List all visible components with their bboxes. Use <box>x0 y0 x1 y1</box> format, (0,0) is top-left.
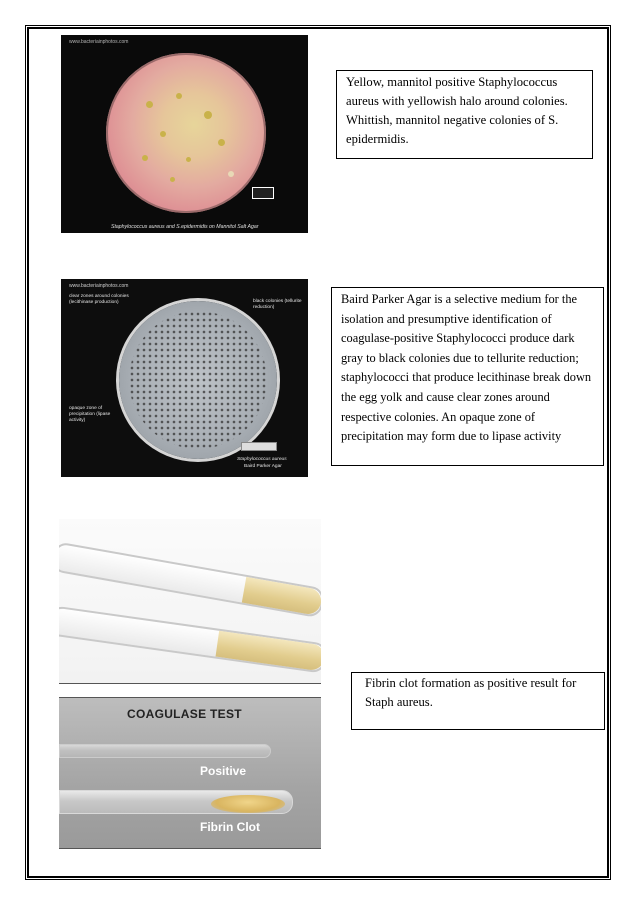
photo-caption-line1: Staphylococcus aureus <box>237 457 287 462</box>
baird-parker-description: Baird Parker Agar is a selective medium for the isolation and presumptive identification of coagulase-positive Staphylococci produce dark gray to black colonies due to tellurite reduction; staphylococci that produce lecithinase break down the egg yolk and cause clear zones around respective colonies. An opaque zone of precipitation may form due to lipase activity <box>341 292 592 444</box>
agar-plate <box>119 301 277 459</box>
mannitol-salt-agar-photo <box>61 35 308 233</box>
tube-upper <box>59 541 321 618</box>
label-fibrin-clot: Fibrin Clot <box>200 820 260 834</box>
fibrin-clot <box>211 795 285 813</box>
coagulase-title: COAGULASE TEST <box>127 707 242 721</box>
scale-bar <box>252 187 274 199</box>
watermark: www.bacteriainphotos.com <box>69 283 129 289</box>
mannitol-description: Yellow, mannitol positive Staphylococcus aureus with yellowish halo around colonies. Whittish, mannitol negative colonies of S. epidermidis. <box>346 75 568 146</box>
baird-parker-agar-photo <box>61 279 308 477</box>
agar-plate <box>106 53 266 213</box>
label-opaque-zone: opaque zone of precipitation (lipase activity) <box>69 406 111 423</box>
ruler <box>241 442 277 451</box>
watermark: www.bacteriainphotos.com <box>69 39 129 45</box>
label-positive: Positive <box>200 764 247 778</box>
coagulase-test-photo <box>59 697 321 849</box>
photo-caption: Staphylococcus aureus and S.epidermidis on Mannitol Salt Agar <box>111 224 259 230</box>
tubes-photo <box>59 519 321 684</box>
coagulase-description: Fibrin clot formation as positive result for Staph aureus. <box>365 676 577 709</box>
label-black-colonies: black colonies (tellurite reduction) <box>253 299 302 310</box>
baird-parker-description-box <box>331 287 604 466</box>
tube-lower <box>59 605 321 674</box>
coagulase-description-box <box>351 672 605 730</box>
photo-caption-line2: Baird Parker Agar <box>244 464 282 469</box>
tube-upper <box>59 744 271 758</box>
mannitol-description-box <box>336 70 593 159</box>
label-clear-zones: clear zones around colonies (lecithinase production) <box>69 294 129 305</box>
